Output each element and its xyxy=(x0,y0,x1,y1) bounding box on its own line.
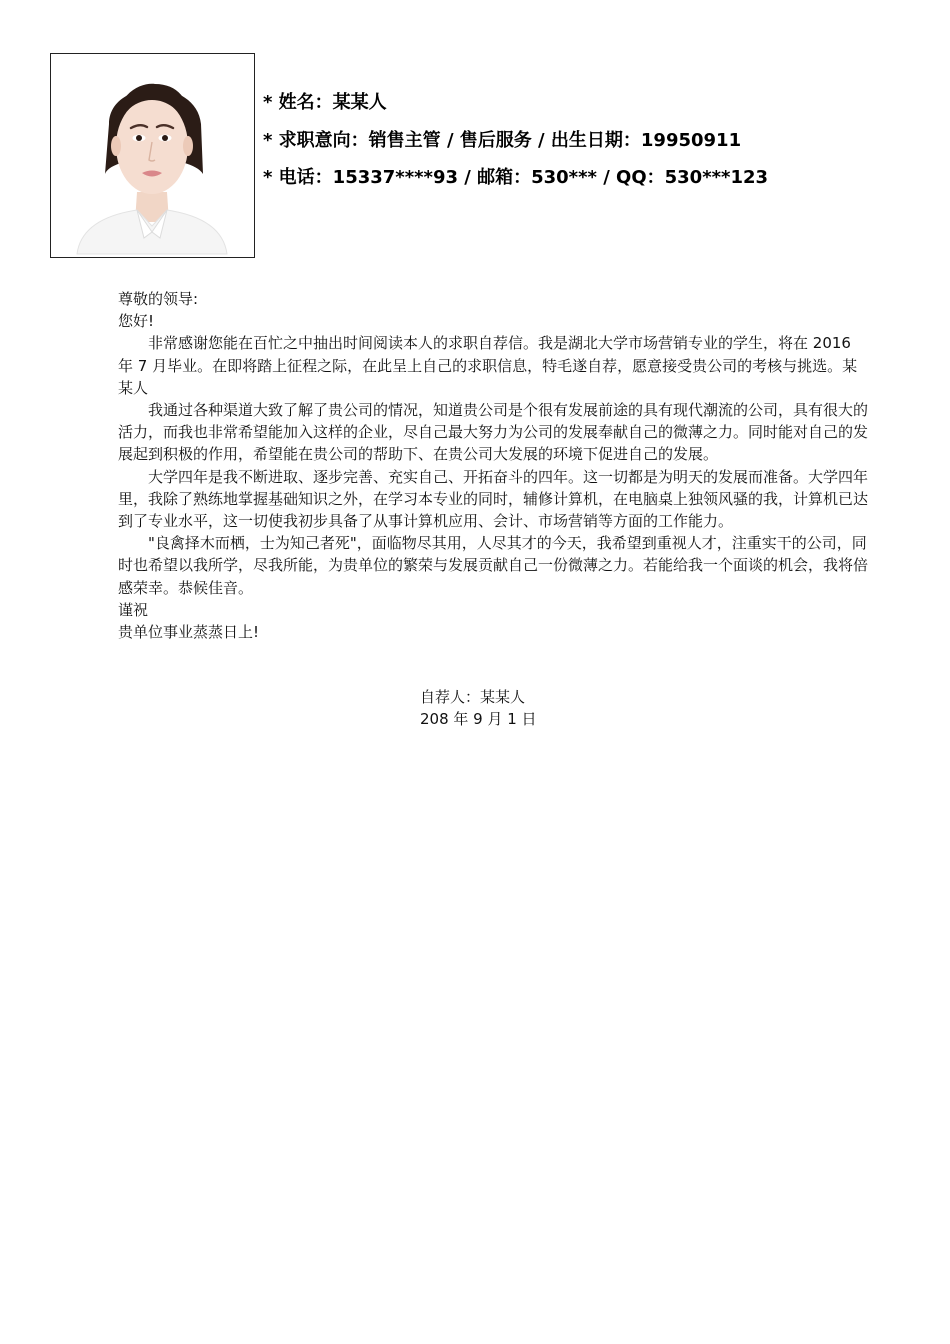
contact-line: * 电话：15337****93 / 邮箱：530*** / QQ：530***123 xyxy=(263,167,769,188)
paragraph-3: 大学四年是我不断进取、逐步完善、充实自己、开拓奋斗的四年。这一切都是为明天的发展而准备。大学四年里，我除了熟练地掌握基础知识之外，在学习本专业的同时，辅修计算机，在电脑桌上独领风骚的我，计算机已达到了专业水平，这一切使我初步具备了从事计算机应用、会计、市场营销等方面的工作能力。 xyxy=(118,467,869,531)
paragraph-2: 我通过各种渠道大致了解了贵公司的情况，知道贵公司是个很有发展前途的具有现代潮流的公司，具有很大的活力，而我也非常希望能加入这样的企业，尽自己最大努力为公司的发展奉献自己的微薄之力。同时能对自己的发展起到积极的作用，希望能在贵公司的帮助下、在贵公司大发展的环境下促进自己的发展。 xyxy=(118,401,869,464)
portrait-image xyxy=(51,54,253,256)
paragraph-4: "良禽择木而栖，士为知己者死"，面临物尽其用，人尽其才的今天，我希望到重视人才，注重实干的公司，同时也希望以我所学，尽我所能，为贵单位的繁荣与发展贡献自己一份微薄之力。若能给我一个面谈的机会，我将倍感荣幸。恭候佳音。 xyxy=(118,534,869,597)
paragraph-1: 非常感谢您能在百忙之中抽出时间阅读本人的求职自荐信。我是湖北大学市场营销专业的学生，将在 2016 年 7 月毕业。在即将踏上征程之际，在此呈上自己的求职信息，特毛遂自荐，愿意接受贵公司的考核与挑选。某某人 xyxy=(118,334,858,397)
greeting: 您好! xyxy=(118,312,155,331)
cover-letter-body xyxy=(118,288,868,643)
signer: 自荐人：某某人 xyxy=(420,688,526,706)
letter-date: 208 年 9 月 1 日 xyxy=(420,710,537,729)
salutation: 尊敬的领导: xyxy=(118,290,199,308)
profile-info xyxy=(263,84,768,197)
wish: 贵单位事业蒸蒸日上! xyxy=(118,623,260,642)
profile-photo xyxy=(50,53,255,258)
name-line: * 姓名：某某人 xyxy=(263,92,387,113)
job-intention-line: * 求职意向：销售主管 / 售后服务 / 出生日期：19950911 xyxy=(263,129,742,151)
closing: 谨祝 xyxy=(118,600,149,619)
signature-block xyxy=(420,686,537,730)
